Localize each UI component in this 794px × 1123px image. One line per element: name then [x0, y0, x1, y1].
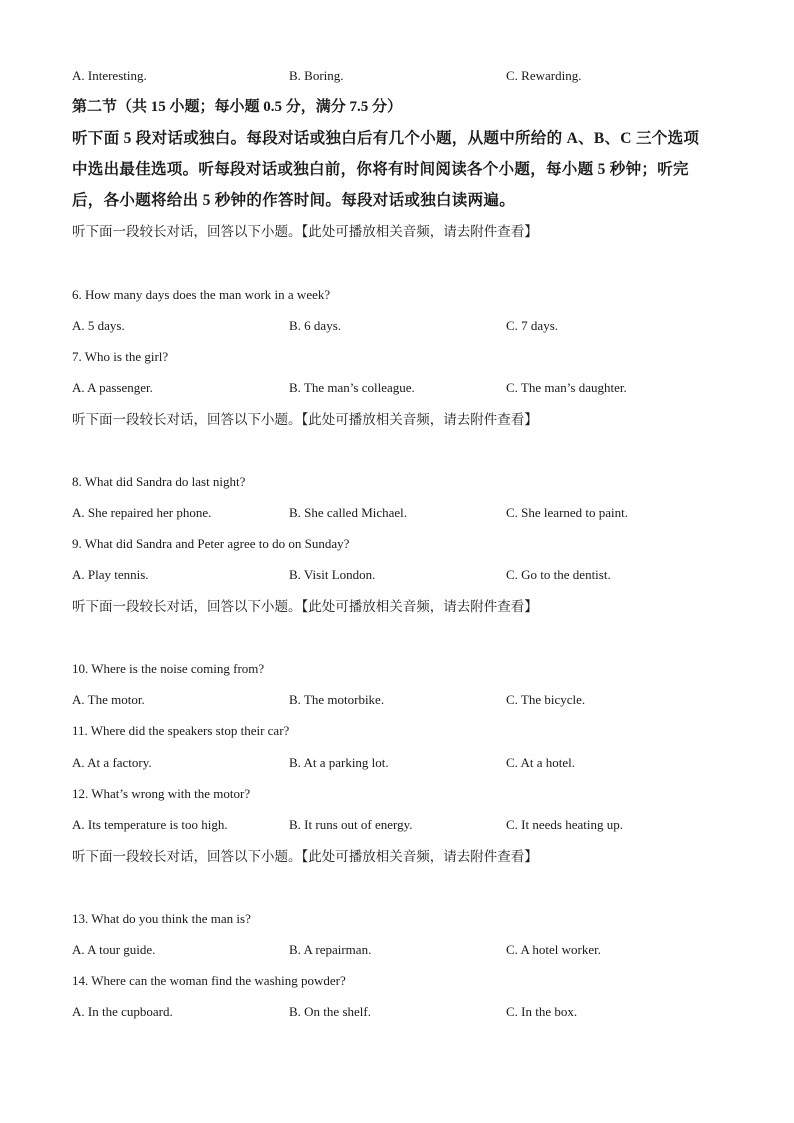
question-8: 8. What did Sandra do last night? — [72, 474, 246, 489]
q5-option-c: C. Rewarding. — [506, 68, 582, 83]
q11-option-a: A. At a factory. — [72, 755, 152, 770]
section-instructions-line-2: 中选出最佳选项。听每段对话或独白前，你将有时间阅读各个小题，每小题 5 秒钟；听完 — [72, 161, 689, 178]
section-title: 第二节（共 15 小题；每小题 0.5 分，满分 7.5 分） — [72, 99, 403, 115]
section-instructions-line-3: 后，各小题将给出 5 秒钟的作答时间。每段对话或独白读两遍。 — [72, 192, 516, 209]
audio-note: 听下面一段较长对话，回答以下小题。【此处可播放相关音频，请去附件查看】 — [72, 412, 538, 427]
question-13: 13. What do you think the man is? — [72, 911, 251, 926]
audio-note: 听下面一段较长对话，回答以下小题。【此处可播放相关音频，请去附件查看】 — [72, 849, 538, 864]
q9-option-a: A. Play tennis. — [72, 567, 149, 582]
q9-option-b: B. Visit London. — [289, 567, 376, 582]
q10-option-b: B. The motorbike. — [289, 692, 385, 707]
q7-option-a: A. A passenger. — [72, 380, 153, 395]
q6-option-b: B. 6 days. — [289, 318, 341, 333]
q8-option-a: A. She repaired her phone. — [72, 505, 212, 520]
q11-option-b: B. At a parking lot. — [289, 755, 389, 770]
q13-option-b: B. A repairman. — [289, 942, 372, 957]
question-14: 14. Where can the woman find the washing powder? — [72, 973, 346, 988]
q5-option-a: A. Interesting. — [72, 68, 147, 83]
question-7: 7. Who is the girl? — [72, 349, 169, 364]
q9-option-c: C. Go to the dentist. — [506, 567, 611, 582]
q7-option-c: C. The man’s daughter. — [506, 380, 627, 395]
q13-option-a: A. A tour guide. — [72, 942, 156, 957]
question-10: 10. Where is the noise coming from? — [72, 661, 265, 676]
q6-option-a: A. 5 days. — [72, 318, 125, 333]
question-12: 12. What’s wrong with the motor? — [72, 786, 251, 801]
question-11: 11. Where did the speakers stop their car? — [72, 723, 290, 738]
question-9: 9. What did Sandra and Peter agree to do on Sunday? — [72, 536, 350, 551]
q8-option-c: C. She learned to paint. — [506, 505, 629, 520]
q10-option-c: C. The bicycle. — [506, 692, 586, 707]
q14-option-c: C. In the box. — [506, 1004, 578, 1019]
q13-option-c: C. A hotel worker. — [506, 942, 601, 957]
audio-note: 听下面一段较长对话，回答以下小题。【此处可播放相关音频，请去附件查看】 — [72, 224, 538, 239]
audio-note: 听下面一段较长对话，回答以下小题。【此处可播放相关音频，请去附件查看】 — [72, 599, 538, 614]
q12-option-a: A. Its temperature is too high. — [72, 817, 228, 832]
q8-option-b: B. She called Michael. — [289, 505, 408, 520]
q5-option-b: B. Boring. — [289, 68, 344, 83]
q14-option-b: B. On the shelf. — [289, 1004, 371, 1019]
q12-option-b: B. It runs out of energy. — [289, 817, 413, 832]
q10-option-a: A. The motor. — [72, 692, 145, 707]
q11-option-c: C. At a hotel. — [506, 755, 575, 770]
question-6: 6. How many days does the man work in a week? — [72, 287, 331, 302]
q14-option-a: A. In the cupboard. — [72, 1004, 173, 1019]
q6-option-c: C. 7 days. — [506, 318, 558, 333]
q12-option-c: C. It needs heating up. — [506, 817, 623, 832]
q7-option-b: B. The man’s colleague. — [289, 380, 415, 395]
section-instructions-line-1: 听下面 5 段对话或独白。每段对话或独白后有几个小题，从题中所给的 A、B、C 三个选项 — [72, 130, 700, 147]
